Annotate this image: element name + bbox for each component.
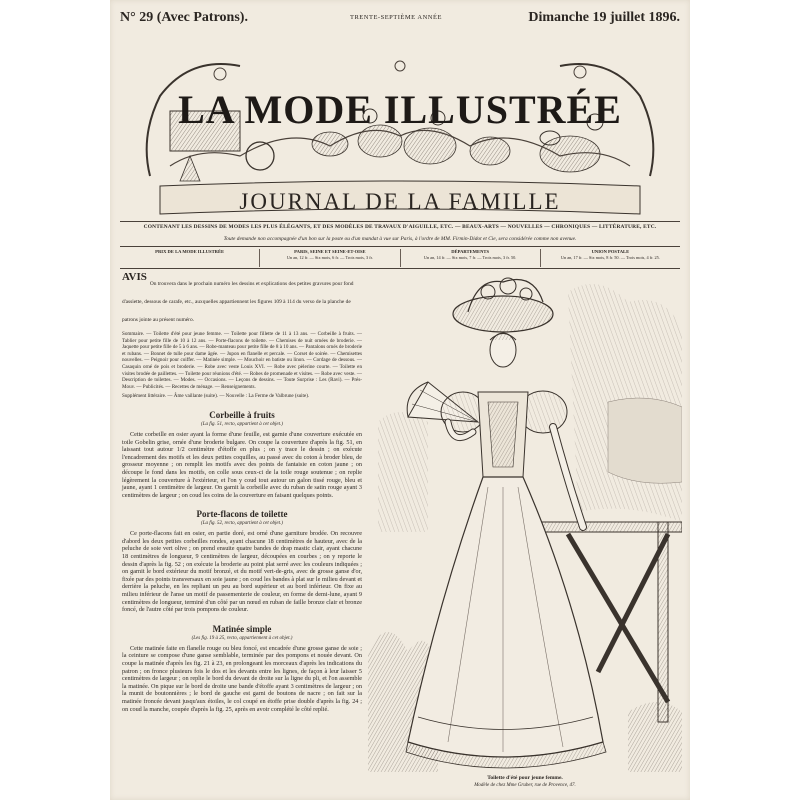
section-body: Cette matinée faite en flanelle rouge ou bleu foncé, est encadrée d'une grosse ganse de soie ; la ceinture se compose d'une ganse semblable, terminée par des pompons et nouée devant. On coupe la matinée d'après les fig. 21 à 23, en prolongeant les morceaux d'après les indications du patron ; on fronce plusieurs fois le dos et les devants entre les lignes, de façon à leur laisser 5 centimètres de largeur ; on replie le bord du devant de droite sur la ligne du pli, et l'on assemble la matinée. On pique sur le bord de droite une bande d'étoffe ayant 3 centimètres de largeur ; on la munit de boutonnières ; le bord de gauche est garni de boutons de nacre ; on fait sur la matinée froncée devant jusqu'aux étoiles, le col coupé en étoffe prise double d'après la fig. 24 ; on coud la manche, coupée d'après la fig. 25, après en avoir complété le côté replié. <box>122 644 362 713</box>
text-column <box>122 272 362 792</box>
section-reference: (La fig. 51, recto, appartient à cet objet.) <box>201 421 283 427</box>
fashion-illustration <box>368 272 682 772</box>
section-reference: (La fig. 52, recto, appartient à cet objet.) <box>201 521 283 527</box>
section-title: Porte-flacons de toilette <box>196 509 288 520</box>
top-divider <box>120 221 680 222</box>
issue-date: Dimanche 19 juillet 1896. <box>528 10 680 25</box>
notice-line: Toute demande non accompagnée d'un bon sur la poste ou d'un mandat à vue sur Paris, à l'ordre de MM. Firmin-Didot et Cie, sera considérée comme non avenue. <box>223 236 577 242</box>
subscription-cell: UNION POSTALE Un an, 17 fr. — Six mois, 8 fr. 50. — Trois mois, 4 fr. 25. <box>560 249 660 260</box>
section-title: Matinée simple <box>212 623 272 634</box>
illustration-credit: Modèle de chez Mme Gruber, rue de Provence, 47. <box>474 783 576 788</box>
issue-number: N° 29 (Avec Patrons). <box>120 10 248 25</box>
section-reference: (Les fig. 19 à 25, recto, appartiennent à cet objet.) <box>191 635 293 641</box>
masthead <box>130 26 670 218</box>
avis-text: On trouvera dans le prochain numéro les dessins et explications des petites gravures pour fond d'assiette, dessous de carafe, etc., auxquelles appartiennent les figures 109 à 114 du verso de la planche de patrons jointe au présent numéro. <box>122 281 354 323</box>
section-body: Ce porte-flacons fait en osier, en partie doré, est orné d'une garniture brodée. On recouvre d'abord les deux petites corbeilles rondes, ayant chacune 18 centimètres de hauteur, avec de la peluche de soie vert olive ; on prend ensuite quatre bandes de drap mastic clair, ayant chacune 18 centimètres de longueur, 9 centimètres de largeur, découpées en courbes ; on y reporte le dessin d'après la fig. 52 ; on exécute la broderie au point plat serré avec les couleurs indiquées ; on garnit le bord extérieur du motif bronzé, et du motif vert-de-gris, avec de grosse ganse d'or, fixée par des points transversaux en soie jaune ; on coud les bandes à plat sur le milieu devant et derrière la peluche, en les repliant un peu au bord supérieur et au bord inférieur. On fixe au milieu inférieur de l'anse un motif de passementerie de couleur, en forme de demi-lune, ayant 9 centimètres de longueur, terminé d'un côté par un nœud en ruban de faille bronze clair et bronze foncé, de l'autre côté par trois pompons de couleur. <box>122 530 362 614</box>
supplement-litteraire: Supplément littéraire. — Âme vaillante (suite). — Nouvelle : La Ferme de Valbrune (suite). <box>122 393 310 400</box>
subscription-cell: PRIX DE LA MODE ILLUSTRÉE <box>120 249 260 267</box>
section-body: Cette corbeille en osier ayant la forme d'une feuille, est garnie d'une couverture exécutée en toile Gobelin grise, ornée d'une broderie bulgare. On coupe la couverture d'après la fig. 51, en laissant tout autour 1/2 centimètre d'étoffe en plus ; on y trace le dessin ; on exécute l'encadrement des motifs et les deux petites coquilles, au passé avec du coton à broder bleu, de grosseur moyenne ; on remplit les motifs avec des points de fantaisie en coton jaune ; on découpe le fond dans les motifs, on colle sous ceux-ci de la toile rouge soutenue ; on replie légèrement la couverture à l'extérieur, et l'on y coud tout autour un galon tissé rouge, bleu et jaune, ayant 1 centimètre de largeur. On garnit la corbeille avec du ruban de satin rouge ayant 3 centimètres de largeur ; on coud les coins de la couverture en faisant quelques points. <box>122 430 362 499</box>
subscription-cell: PARIS, SEINE ET SEINE-ET-OISE Un an, 12 fr. — Six mois, 6 fr. — Trois mois, 3 fr. <box>260 249 400 267</box>
sommaire: Sommaire. — Toilette d'été pour jeune femme. — Toilette pour fillette de 11 à 13 ans. — Corbeille à fruits. — Tablier pour petite fille de 10 à 12 ans. — Porte-flacons de toilette. — Chemises de nuit ornées de broderie. — Jaquette pour petite fille de 5 à 6 ans. — Robe-manteau pour petite fille de 8 à 10 ans. — Pantalons ornés de broderie et rubans. — Bonnet de tulle pour dame âgée. — Jupon en flanelle et percale. — Corset de soirée. — Chemisettes nouvelles. — Peignoir pour coiffer. — Matinée simple. — Mouchoir en batiste ou linon. — Cordage de dessous. — Casaquin orné de pois et broderie. — Robe avec veste Louis XVI. — Robe avec pèlerine courte. — Toilette en visites brodée de paillettes. — Toilette pour réunions d'été. — Robes de promenade et visites. — Robe avec veste. — Description de toilettes. — Modes. — Occasions. — Leçons de dessins. — Toute Surprise : Les (Ravi). — Prés-Mouv. — Publicités. — Recettes de ménage. — Renseignements. <box>122 331 362 390</box>
avis-label: AVIS <box>122 271 147 283</box>
subscription-table <box>120 249 680 267</box>
avis-block <box>122 272 362 326</box>
year-label: TRENTE-SEPTIÈME ANNÉE <box>350 14 442 21</box>
woman-in-summer-dress-illustration <box>368 272 682 772</box>
mid-divider <box>120 246 680 247</box>
section-title: Corbeille à fruits <box>209 409 275 420</box>
magazine-page <box>110 0 690 800</box>
contents-line: CONTENANT LES DESSINS DE MODES LES PLUS ÉLÉGANTS, ET DES MODÈLES DE TRAVAUX D'AIGUILLE, ETC. — BEAUX-ARTS — NOUVELLES — CHRONIQUES — LITTÉRATURE, ETC. <box>143 224 657 230</box>
subs-divider <box>120 268 680 269</box>
masthead-title: LA MODE ILLUSTRÉE <box>178 87 622 132</box>
masthead-subtitle: JOURNAL DE LA FAMILLE <box>239 189 561 214</box>
subscription-cell: DÉPARTEMENTS Un an, 14 fr. — Six mois, 7 fr. — Trois mois, 3 fr. 50. <box>401 249 541 267</box>
illustration-caption: Toilette d'été pour jeune femme. <box>487 775 563 781</box>
